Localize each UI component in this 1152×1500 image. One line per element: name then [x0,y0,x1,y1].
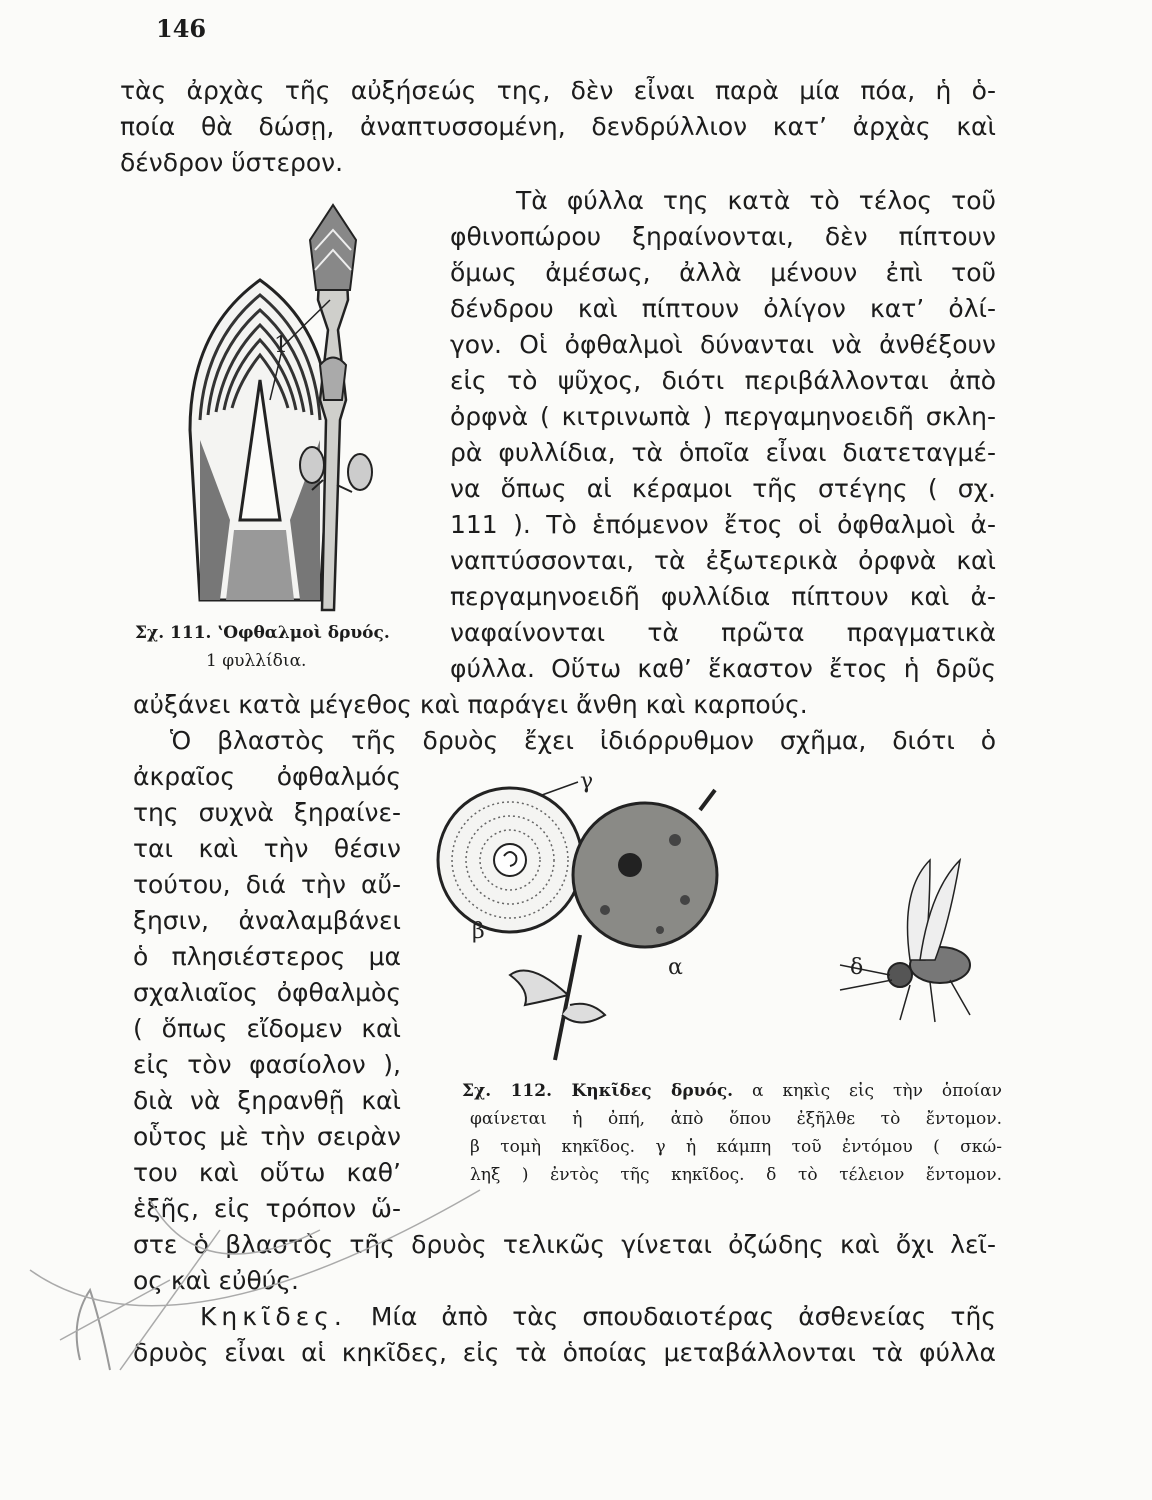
figure-111-oak-buds [170,200,440,620]
text-line: ται καὶ τὴν θέσιν [133,834,401,863]
text-line: ὁ πλησιέστερος μα [133,942,401,971]
text-line: αὐξάνει κατὰ μέγεθος καὶ παράγει ἄνθη καὶ καρπούς. [133,690,808,719]
gall-section-illustration [438,788,582,932]
text-line: Κηκῖδες. Μία ἀπὸ τὰς σπουδαιοτέρας ἀσθενείας τῆς [200,1302,997,1331]
text-line: ναπτύσσονται, τὰ ἐξωτερικὰ ὀρφνὰ καὶ [450,546,996,575]
text-line: της συχνὰ ξηραίνε- [133,798,401,827]
text-line: διὰ νὰ ξηρανθῇ καὶ [133,1086,401,1115]
leaf-stem-illustration [510,935,605,1060]
text-line: εἰς τὸν φασίολον ), [133,1050,401,1079]
text-line: Τὰ φύλλα της κατὰ τὸ τέλος τοῦ [516,186,996,215]
fig111-caption-sub: 1 φυλλίδια. [206,651,307,671]
text-line: ξησιν, ἀναλαμβάνει [133,906,401,935]
page-number: 146 [156,14,207,43]
fig111-caption-title: Σχ. 111. ʽΟφθαλμοὶ δρυός. [135,623,390,643]
figure-112-oak-galls [430,760,1010,1070]
text-line: ἑξῆς, εἰς τρόπον ὥ- [133,1194,401,1223]
text-line: ὅμως ἀμέσως, ἀλλὰ μένουν ἐπὶ τοῦ [450,258,996,287]
text-line: ὀρφνὰ ( κιτρινωπὰ ) περγαμηνοειδῆ σκλη- [450,402,996,431]
text-line: του καὶ οὕτω καθ’ [133,1158,401,1187]
fig112-caption-line: Σχ. 112. Κηκῖδες δρυός. α κηκὶς εἰς τὴν ὁποίαν [462,1081,1002,1101]
pencil-marks [20,1170,520,1390]
text-line: 111 ). Τὸ ἑπόμενον ἔτος οἱ ὀφθαλμοὶ ἀ- [450,510,996,539]
insect-illustration [840,860,970,1022]
text-line: στε ὁ βλαστὸς τῆς δρυὸς τελικῶς γίνεται ὀζώδης καὶ ὄχι λεῖ- [133,1230,996,1259]
text-line: ρὰ φυλλίδια, τὰ ὁποῖα εἶναι διατεταγμέ- [450,438,996,467]
text-line: σχαλιαῖος ὀφθαλμὸς [133,978,401,1007]
fig111-label-1: 1 [274,333,288,358]
text-line: περγαμηνοειδῆ φυλλίδια πίπτουν καὶ ἀ- [450,582,996,611]
text-line: φθινοπώρου ξηραίνονται, δὲν πίπτουν [450,222,996,251]
fig112-label-delta: δ [850,955,864,980]
fig112-label-gamma: γ [580,769,594,794]
bud-section-illustration [190,280,330,600]
text-line: ποία θὰ δώσῃ, ἀναπτυσσομένη, δενδρύλλιον κατ’ ἀρχὰς καὶ [120,112,996,141]
text-line: τούτου, διά τὴν αὔ- [133,870,401,899]
fig112-caption-line: ληξ ) ἐντὸς τῆς κηκῖδος. δ τὸ τέλειον ἔντομον. [470,1165,1002,1185]
text-line: Ὁ βλαστὸς τῆς δρυὸς ἔχει ἰδιόρρυθμον σχῆμα, διότι ὁ [170,726,996,755]
fig112-caption-line: β τομὴ κηκῖδος. γ ἡ κάμπη τοῦ ἐντόμου ( σκώ- [470,1137,1002,1157]
fig112-label-alpha: α [668,955,683,980]
text-line: ( ὅπως εἴδομεν καὶ [133,1014,401,1043]
section-heading: Κηκῖδες. [200,1302,347,1331]
text-line: ναφαίνονται τὰ πρῶτα πραγματικὰ [450,618,996,647]
text-line: τὰς ἀρχὰς τῆς αὐξήσεώς της, δὲν εἶναι παρὰ μία πόα, ἡ ὁ- [120,76,996,105]
text-line: φύλλα. Οὕτω καθ’ ἕκαστον ἔτος ἡ δρῦς [450,654,996,683]
text-line: να ὅπως αἱ κέραμοι τῆς στέγης ( σχ. [450,474,996,503]
text-line: δρυὸς εἶναι αἱ κηκῖδες, εἰς τὰ ὁποίας μεταβάλλονται τὰ φύλλα [133,1338,996,1367]
text-line: γον. Οἱ ὀφθαλμοὶ δύνανται νὰ ἀνθέξουν [450,330,996,359]
gall-whole-illustration [573,790,717,947]
text-line: ος καὶ εὐθύς. [133,1266,299,1295]
text-line: εἰς τὸ ψῦχος, διότι περιβάλλονται ἀπὸ [450,366,996,395]
fig112-caption-line: φαίνεται ἡ ὀπή, ἀπὸ ὅπου ἐξῆλθε τὸ ἔντομον. [470,1109,1002,1129]
text-line: οὗτος μὲ τὴν σειρὰν [133,1122,401,1151]
text-line: δένδρον ὕστερον. [120,148,344,177]
text-line: δένδρου καὶ πίπτουν ὀλίγον κατ’ ὀλί- [450,294,996,323]
fig112-label-beta: β [472,919,485,944]
text-line: ἀκραῖος ὀφθαλμός [133,762,401,791]
